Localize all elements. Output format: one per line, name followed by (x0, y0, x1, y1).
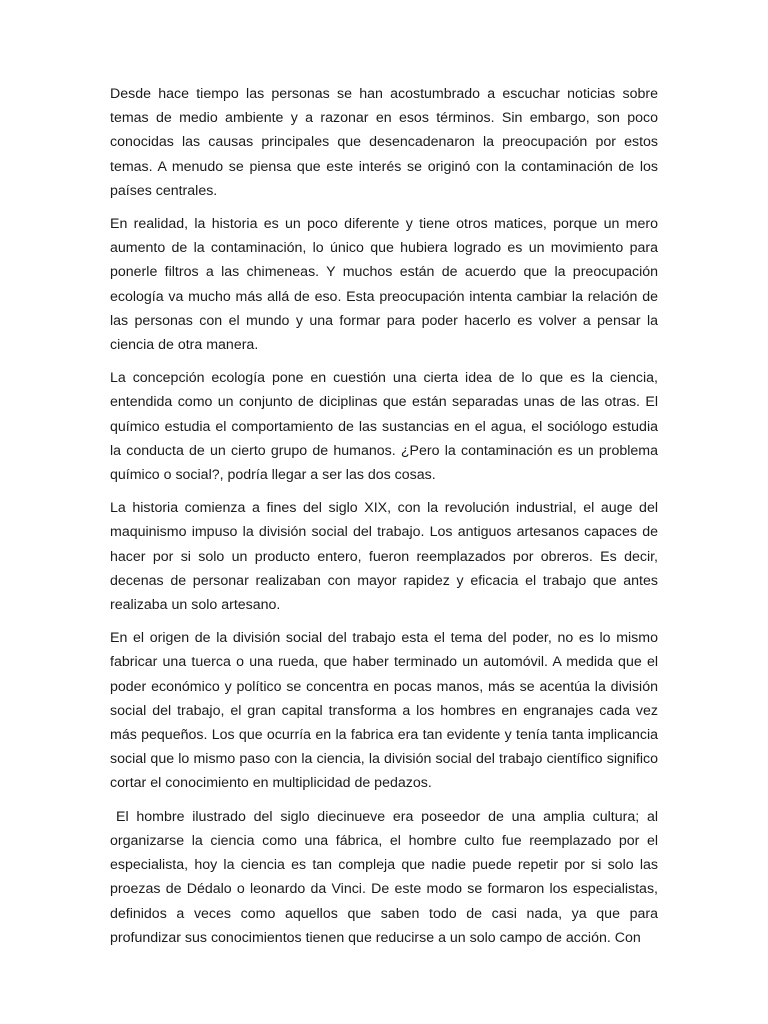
paragraph-1: Desde hace tiempo las personas se han acostumbrado a escuchar noticias sobre temas de medio ambiente y a razonar en esos términos. Sin embargo, son poco conocidas las causas principales que desencadenaron la preocupación por estos temas. A menudo se piensa que este interés se originó con la contaminación de los países centrales. (110, 86, 658, 199)
paragraph-3: La concepción ecología pone en cuestión una cierta idea de lo que es la ciencia, entendida como un conjunto de diciplinas que están separadas unas de las otras. El químico estudia el comportamiento de las sustancias en el agua, el sociólogo estudia la conducta de un cierto grupo de humanos. ¿Pero la contaminación es un problema químico o social?, podría llegar a ser las dos cosas. (110, 370, 658, 484)
paragraph-6: El hombre ilustrado del siglo diecinueve era poseedor de una amplia cultura; al organizarse la ciencia como una fábrica, el hombre culto fue reemplazado por el especialista, hoy la ciencia es tan compleja que nadie puede repetir por si solo las proezas de Dédalo o leonardo da Vinci. De este modo se formaron los especialistas, definidos a veces como aquellos que saben todo de casi nada, ya que para profundizar sus conocimientos tienen que reducirse a un solo campo de acción. Con (110, 808, 658, 946)
paragraph-2: En realidad, la historia es un poco diferente y tiene otros matices, porque un mero aumento de la contaminación, lo único que hubiera logrado es un movimiento para ponerle filtros a las chimeneas. Y muchos están de acuerdo que la preocupación ecología va mucho más allá de eso. Esta preocupación intenta cambiar la relación de las personas con el mundo y una formar para poder hacerlo es volver a pensar la ciencia de otra manera. (110, 216, 658, 354)
paragraph-4: La historia comienza a fines del siglo XIX, con la revolución industrial, el auge del maquinismo impuso la división social del trabajo. Los antiguos artesanos capaces de hacer por si solo un producto entero, fueron reemplazados por obreros. Es decir, decenas de personar realizaban con mayor rapidez y eficacia el trabajo que antes realizaba un solo artesano. (110, 500, 658, 614)
document-page (110, 82, 658, 959)
paragraph-5: En el origen de la división social del trabajo esta el tema del poder, no es lo mismo fabricar una tuerca o una rueda, que haber terminado un automóvil. A medida que el poder económico y político se concentra en pocas manos, más se acentúa la división social del trabajo, el gran capital transforma a los hombres en engranajes cada vez más pequeños. Los que ocurría en la fabrica era tan evidente y tenía tanta implicancia social que lo mismo paso con la ciencia, la división social del trabajo científico significo cortar el conocimiento en multiplicidad de pedazos. (110, 630, 658, 792)
